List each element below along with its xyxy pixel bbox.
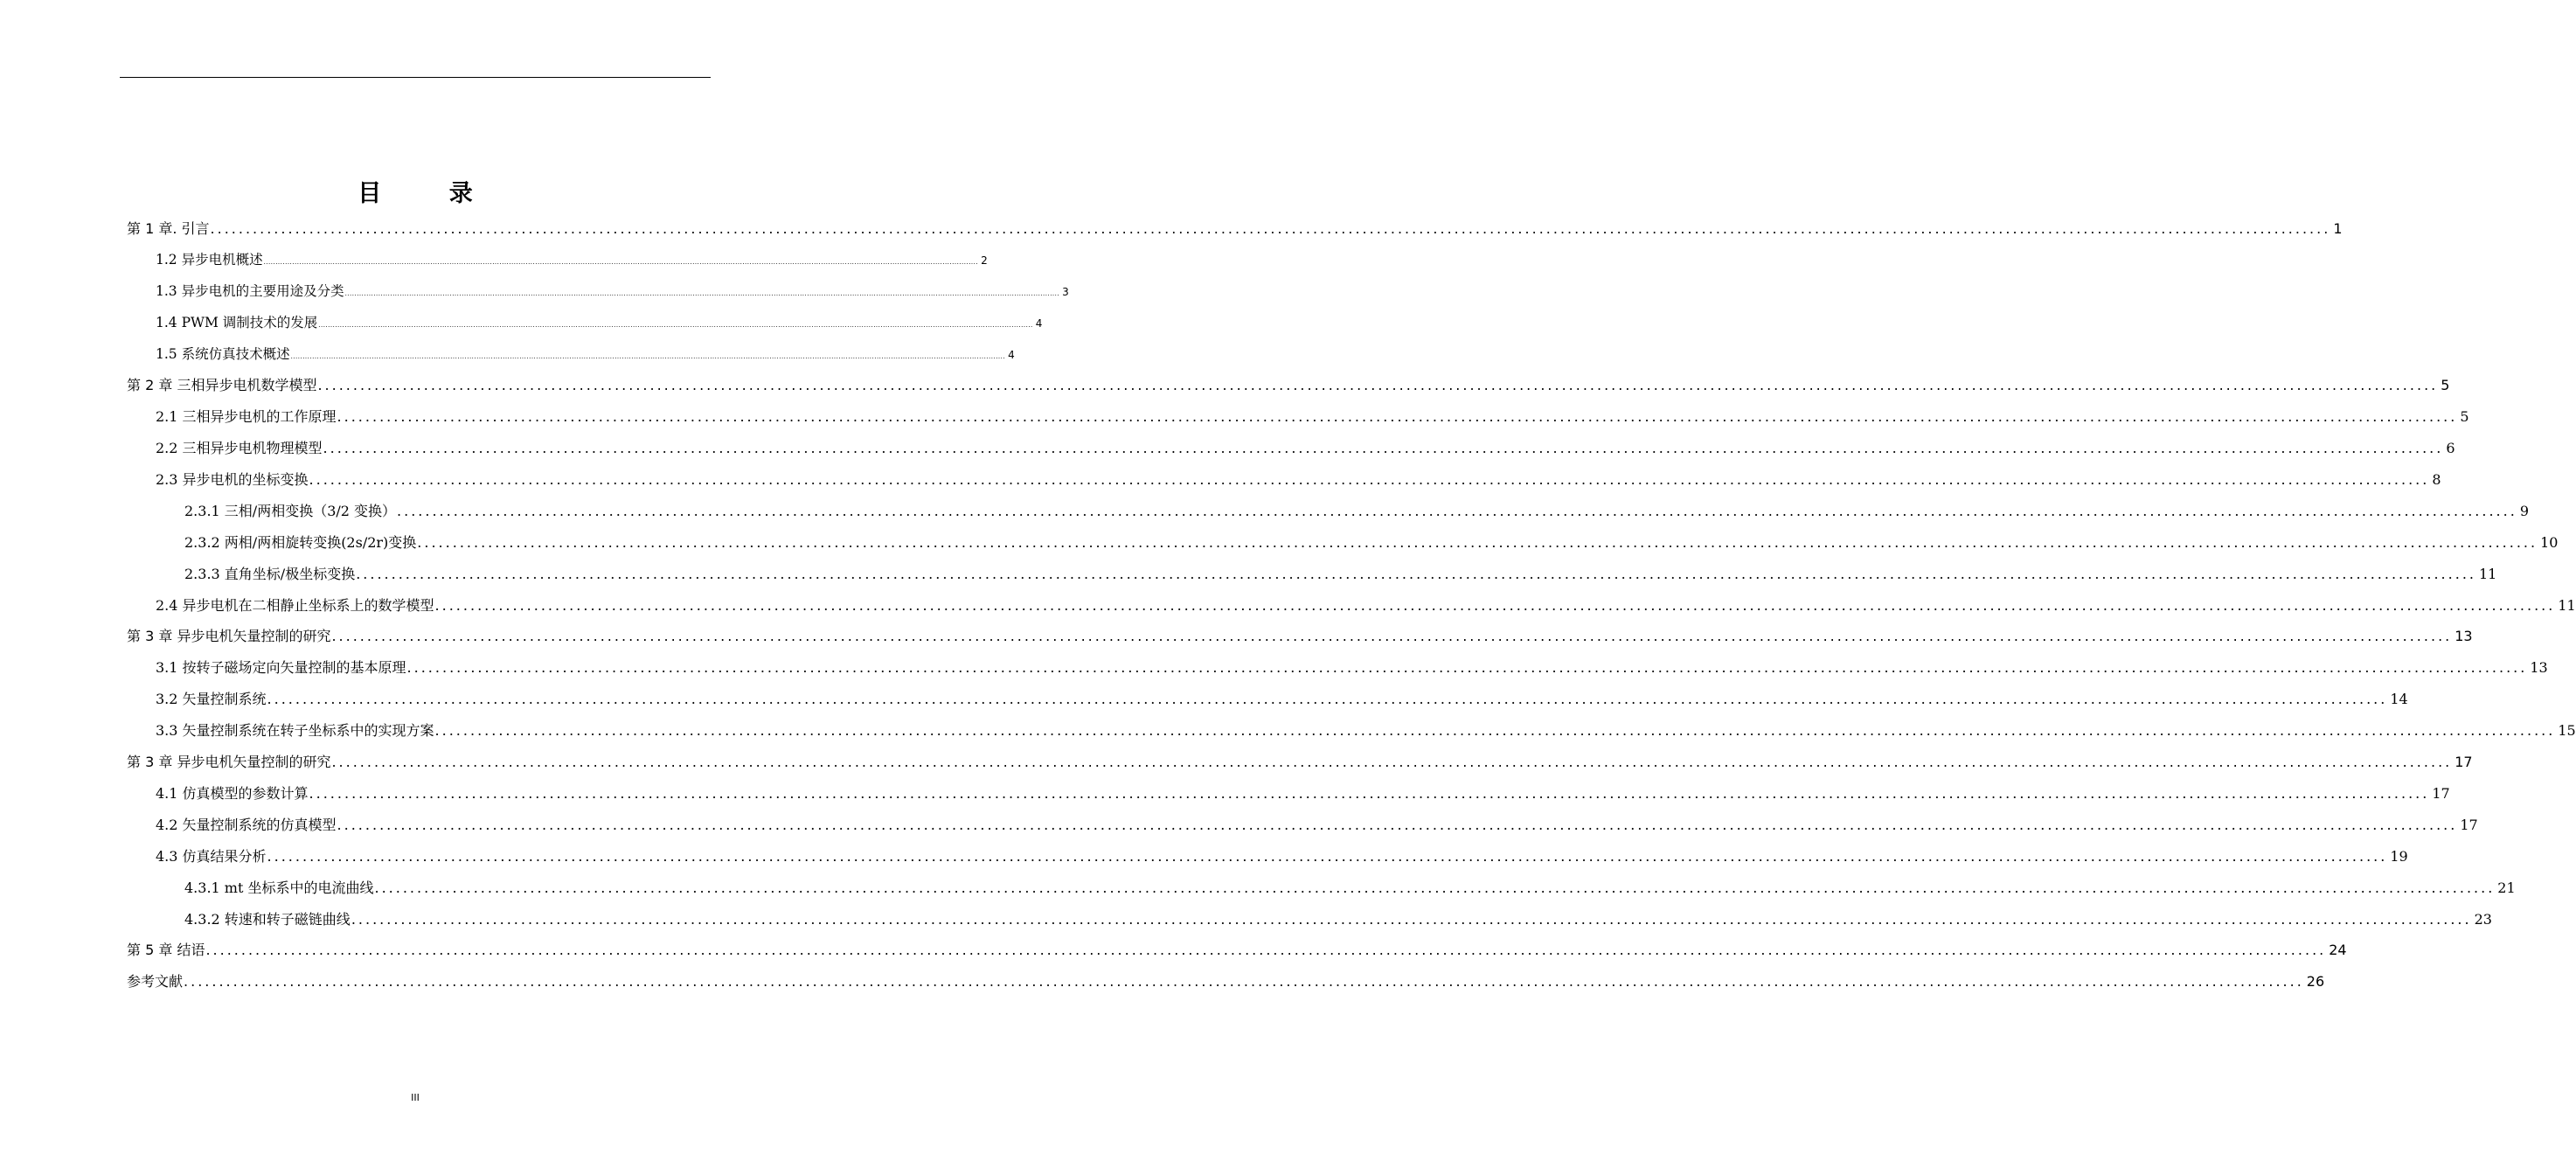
toc-entry-chapter-5[interactable]	[127, 938, 2347, 963]
toc-entry-label: 第 2 章 三相异步电机数学模型	[127, 377, 317, 393]
header-rule	[120, 77, 711, 78]
toc-entry-label: 第 3 章 异步电机矢量控制的研究	[127, 628, 331, 644]
dot-leader: ............................................................................................................................................................................................................................................................................................................	[267, 848, 2388, 865]
page-number: III	[411, 1092, 420, 1103]
dot-leader: ............................................................................................................................................................................................................................................................................................................	[309, 471, 2430, 488]
toc-entry-label: 2.3.1 三相/两相变换（3/2 变换）	[184, 503, 397, 519]
toc-entry-3-2[interactable]	[156, 687, 2408, 712]
dot-leader: ............................................................................................................................................................................................................................................................................................................	[331, 628, 2453, 644]
dot-leader: ............................................................................................................................................................................................................................................................................................................	[331, 754, 2453, 770]
dot-leader: ............................................................................................................................................................................................................................................................................................................	[406, 659, 2528, 676]
dot-leader: ............................................................................................................................................................................................................................................................................................................	[323, 440, 2444, 456]
toc-entry-page: 13	[2530, 659, 2548, 676]
dot-leader: ............................................................................................................................................................................................................................................................................................................	[344, 290, 1060, 297]
toc-entry-label: 1.2 异步电机概述	[156, 252, 263, 268]
toc-entry-label: 参考文献	[127, 973, 184, 990]
dot-leader: ............................................................................................................................................................................................................................................................................................................	[210, 220, 2331, 237]
toc-entry-page: 23	[2474, 911, 2492, 928]
toc-entry-1-2[interactable]	[156, 247, 988, 272]
toc-entry-label: 第 1 章. 引言	[127, 220, 210, 237]
toc-entry-page: 10	[2540, 534, 2559, 551]
dot-leader: ............................................................................................................................................................................................................................................................................................................	[267, 691, 2388, 707]
toc-entry-page: 19	[2390, 848, 2408, 865]
toc-entry-page: 15	[2558, 722, 2576, 739]
dot-leader: ............................................................................................................................................................................................................................................................................................................	[263, 259, 979, 266]
dot-leader: ............................................................................................................................................................................................................................................................................................................	[351, 911, 2472, 928]
toc-entry-chapter-3[interactable]	[127, 624, 2473, 649]
toc-entry-2-3[interactable]	[156, 468, 2441, 492]
dot-leader: ............................................................................................................................................................................................................................................................................................................	[374, 880, 2496, 896]
toc-entry-2-1[interactable]	[156, 405, 2469, 429]
toc-entry-page: 17	[2454, 754, 2473, 770]
toc-entry-page: 21	[2497, 880, 2516, 896]
toc-entry-page: 17	[2460, 817, 2478, 833]
toc-entry-label: 2.3 异步电机的坐标变换	[156, 471, 309, 488]
toc-entry-page: 2	[981, 254, 988, 267]
toc-entry-label: 2.1 三相异步电机的工作原理	[156, 408, 337, 425]
dot-leader: ............................................................................................................................................................................................................................................................................................................	[434, 597, 2556, 614]
toc-entry-4-3[interactable]	[156, 845, 2408, 869]
toc-entry-2-3-3[interactable]	[184, 562, 2497, 587]
toc-entry-2-3-2[interactable]	[184, 531, 2559, 555]
dot-leader: ............................................................................................................................................................................................................................................................................................................	[184, 973, 2304, 990]
dot-leader: ............................................................................................................................................................................................................................................................................................................	[417, 534, 2538, 551]
toc-entry-page: 9	[2519, 503, 2529, 519]
toc-entry-3-3[interactable]	[156, 719, 2576, 743]
dot-leader: ............................................................................................................................................................................................................................................................................................................	[434, 722, 2556, 739]
toc-entry-label: 3.1 按转子磁场定向矢量控制的基本原理	[156, 659, 406, 676]
toc-entry-page: 5	[2460, 408, 2469, 425]
toc-entry-label: 1.4 PWM 调制技术的发展	[156, 315, 318, 330]
toc-entry-references[interactable]	[127, 970, 2325, 994]
toc-entry-2-2[interactable]	[156, 436, 2455, 461]
toc-entry-label: 2.3.2 两相/两相旋转变换(2s/2r)变换	[184, 534, 417, 551]
toc-entry-page: 14	[2390, 691, 2408, 707]
dot-leader: ............................................................................................................................................................................................................................................................................................................	[205, 942, 2327, 958]
toc-entry-label: 2.4 异步电机在二相静止坐标系上的数学模型	[156, 597, 434, 614]
toc-entry-4-3-1[interactable]	[184, 876, 2516, 900]
toc-entry-label: 1.5 系统仿真技术概述	[156, 346, 290, 362]
toc-entry-label: 4.3.2 转速和转子磁链曲线	[184, 911, 351, 928]
toc-entry-3-1[interactable]	[156, 656, 2548, 680]
toc-entry-page: 11	[2478, 566, 2497, 582]
toc-entry-label: 第 3 章 异步电机矢量控制的研究	[127, 754, 331, 770]
toc-entry-4-3-2[interactable]	[184, 907, 2492, 932]
toc-entry-1-3[interactable]	[156, 279, 1069, 303]
toc-entry-label: 4.2 矢量控制系统的仿真模型	[156, 817, 337, 833]
toc-entry-page: 24	[2329, 942, 2347, 958]
dot-leader: ............................................................................................................................................................................................................................................................................................................	[290, 353, 1006, 360]
toc-entry-1-5[interactable]	[156, 342, 1015, 366]
toc-entry-label: 第 5 章 结语	[127, 942, 205, 958]
toc-entry-label: 4.1 仿真模型的参数计算	[156, 785, 309, 802]
dot-leader: ............................................................................................................................................................................................................................................................................................................	[337, 408, 2458, 425]
toc-entry-page: 3	[1062, 286, 1069, 298]
toc-entry-label: 3.2 矢量控制系统	[156, 691, 267, 707]
toc-entry-page: 11	[2558, 597, 2576, 614]
dot-leader: ............................................................................................................................................................................................................................................................................................................	[397, 503, 2517, 519]
toc-title: 目 录	[358, 180, 503, 207]
toc-entry-page: 4	[1008, 349, 1015, 361]
toc-entry-page: 26	[2306, 973, 2325, 990]
toc-entry-label: 2.2 三相异步电机物理模型	[156, 440, 323, 456]
toc-entry-page: 8	[2432, 471, 2441, 488]
toc-entry-label: 4.3.1 mt 坐标系中的电流曲线	[184, 880, 374, 896]
toc-entry-4-2[interactable]	[156, 813, 2478, 838]
toc-entry-label: 3.3 矢量控制系统在转子坐标系中的实现方案	[156, 722, 434, 739]
dot-leader: ............................................................................................................................................................................................................................................................................................................	[309, 785, 2430, 802]
toc-entry-page: 17	[2432, 785, 2450, 802]
toc-entry-page: 1	[2333, 220, 2343, 237]
toc-entry-chapter-2[interactable]	[127, 373, 2450, 398]
toc-entry-2-4[interactable]	[156, 594, 2576, 618]
dot-leader: ............................................................................................................................................................................................................................................................................................................	[356, 566, 2476, 582]
toc-entry-label: 2.3.3 直角坐标/极坐标变换	[184, 566, 356, 582]
toc-entry-chapter-4[interactable]	[127, 750, 2473, 775]
toc-entry-chapter-1[interactable]	[127, 217, 2343, 241]
dot-leader: ............................................................................................................................................................................................................................................................................................................	[317, 377, 2439, 393]
toc-entry-label: 1.3 异步电机的主要用途及分类	[156, 283, 344, 299]
toc-entry-page: 6	[2446, 440, 2455, 456]
toc-entry-page: 13	[2454, 628, 2473, 644]
toc-entry-1-4[interactable]	[156, 310, 1043, 335]
dot-leader: ............................................................................................................................................................................................................................................................................................................	[337, 817, 2458, 833]
toc-entry-4-1[interactable]	[156, 782, 2450, 806]
toc-entry-page: 4	[1035, 317, 1043, 330]
toc-entry-2-3-1[interactable]	[184, 499, 2529, 524]
dot-leader: ............................................................................................................................................................................................................................................................................................................	[318, 322, 1033, 329]
toc-entry-label: 4.3 仿真结果分析	[156, 848, 267, 865]
toc-entry-page: 5	[2441, 377, 2450, 393]
